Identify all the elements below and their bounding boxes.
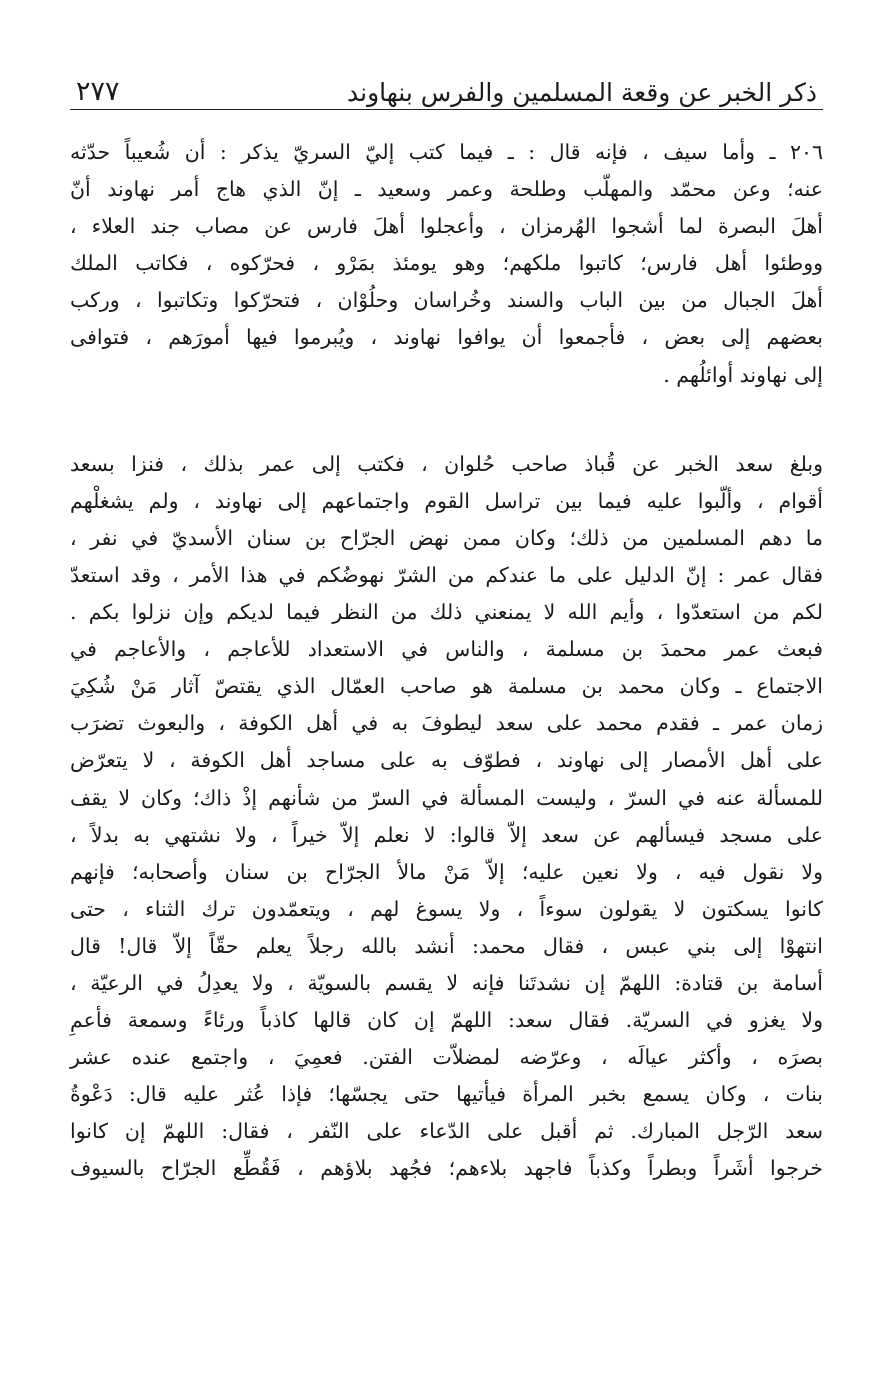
text-line: ما دهم المسلمين من ذلك؛ وكان ممن نهض الجرّاح بن سنان الأسديّ في نفر ، — [70, 525, 823, 550]
text-line: للمسألة عنه في السرّ ، وليست المسألة في السرّ من شأنهم إذْ ذاك؛ وكان لا يقف — [70, 785, 823, 810]
text-line: أقوام ، وألّبوا عليه فيما بين تراسل القوم واجتماعهم إلى نهاوند ، ولم يشغلْهم — [70, 488, 823, 513]
text-line: لكم من استعدّوا ، وأيم الله لا يمنعني ذلك من النظر فيما لديكم وإن نزلوا بكم . — [70, 600, 823, 625]
text-line: ووطئوا أهل فارس؛ كاتبوا ملكهم؛ وهو يومئذ بمَرْو ، فحرّكوه ، فكاتب الملك — [70, 251, 823, 276]
text-line: أهلَ البصرة لما أشجوا الهُرمزان ، وأعجلوا أهلَ فارس عن مصاب جند العلاء ، — [70, 214, 823, 239]
text-line: فقال عمر : إنّ الدليل على ما عندكم من الشرّ نهوضُكم في هذا الأمر ، وقد استعدّ — [70, 562, 823, 587]
text-line: كانوا يسكتون لا يقولون سوءاً ، ولا يسوغ لهم ، ويتعمّدون ترك الثناء ، حتى — [70, 896, 823, 921]
text-line: زمان عمر ـ فقدم محمد على سعد ليطوفَ به في أهل الكوفة ، والبعوث تضرَب — [70, 711, 823, 736]
paragraph-sad-news — [70, 446, 823, 1188]
text-line: عنه؛ وعن محمّد والمهلّب وطلحة وعمر وسعيد ـ إنّ الذي هاج أمر نهاوند أنّ — [70, 177, 823, 202]
body-text — [70, 134, 823, 1188]
text-line: على مسجد فيسألهم عن سعد إلاّ قالوا: لا نعلم إلاّ خيراً ، ولا نشتهي به بدلاً ، — [70, 822, 823, 847]
text-line: بعضهم إلى بعض ، فأجمعوا أن يوافوا نهاوند ، ويُبرموا فيها أمورَهم ، فتوافى — [70, 325, 823, 350]
page-number: ٢٧٧ — [76, 76, 120, 107]
text-line: أسامة بن قتادة: اللهمّ إن نشدتَنا فإنه لا يقسم بالسويّة ، ولا يعدِلُ في الرعيّة ، — [70, 970, 823, 995]
running-header — [70, 66, 823, 110]
text-line: وبلغ سعد الخبر عن قُباذ صاحب حُلوان ، فكتب إلى عمر بذلك ، فنزا بسعد — [70, 451, 823, 476]
text-line: أهلَ الجبال من بين الباب والسند وخُراسان وحلُوْان ، فتحرّكوا وتكاتبوا ، وركب — [70, 288, 823, 313]
text-line: انتهوْا إلى بني عبس ، فقال محمد: أنشد بالله رجلاً يعلم حقّاً إلاّ قال! قال — [70, 933, 823, 958]
text-line: خرجوا أشَراً وبطراً وكذباً فاجهد بلاءهم؛ فجُهد بلاؤهم ، فَقُطِّع الجرّاح بالسيوف — [70, 1156, 823, 1181]
running-title: ذكر الخبر عن وقعة المسلمين والفرس بنهاوند — [347, 78, 817, 107]
text-line: إلى نهاوند أوائلُهم . — [663, 362, 823, 387]
text-line: على أهل الأمصار إلى نهاوند ، فطوّف به على مساجد أهل الكوفة ، لا يتعرّض — [70, 748, 823, 773]
text-line: ولا يغزو في السريّة. فقال سعد: اللهمّ إن كان قالها كاذباً ورئاءً وسمعة فأعمِ — [70, 1008, 823, 1033]
text-line: ٢٠٦ ـ وأما سيف ، فإنه قال : ـ فيما كتب إليّ السريّ يذكر : أن شُعيباً حدّثه — [70, 140, 823, 164]
paragraph-206 — [70, 134, 823, 394]
text-line: بنات ، وكان يسمع بخبر المرأة فيأتيها حتى يجسّها؛ فإذا عُثر عليه قال: دَعْوةُ — [70, 1082, 823, 1107]
text-line: سعد الرّجل المبارك. ثم أقبل على الدّعاء على النّفر ، فقال: اللهمّ إن كانوا — [70, 1119, 823, 1144]
paragraph-spacer — [70, 394, 823, 446]
text-line: بصرَه ، وأكثر عيالَه ، وعرّضه لمضلاّت الفتن. فعمِيَ ، واجتمع عنده عشر — [70, 1045, 823, 1070]
text-line: فبعث عمر محمدَ بن مسلمة ، والناس في الاستعداد للأعاجم ، والأعاجم في — [70, 637, 823, 662]
text-line: ولا نقول فيه ، ولا نعين عليه؛ إلاّ مَنْ مالأ الجرّاح بن سنان وأصحابه؛ فإنهم — [70, 859, 823, 884]
text-line: الاجتماع ـ وكان محمد بن مسلمة هو صاحب العمّال الذي يقتصّ آثار مَنْ شُكِيَ — [70, 674, 823, 699]
